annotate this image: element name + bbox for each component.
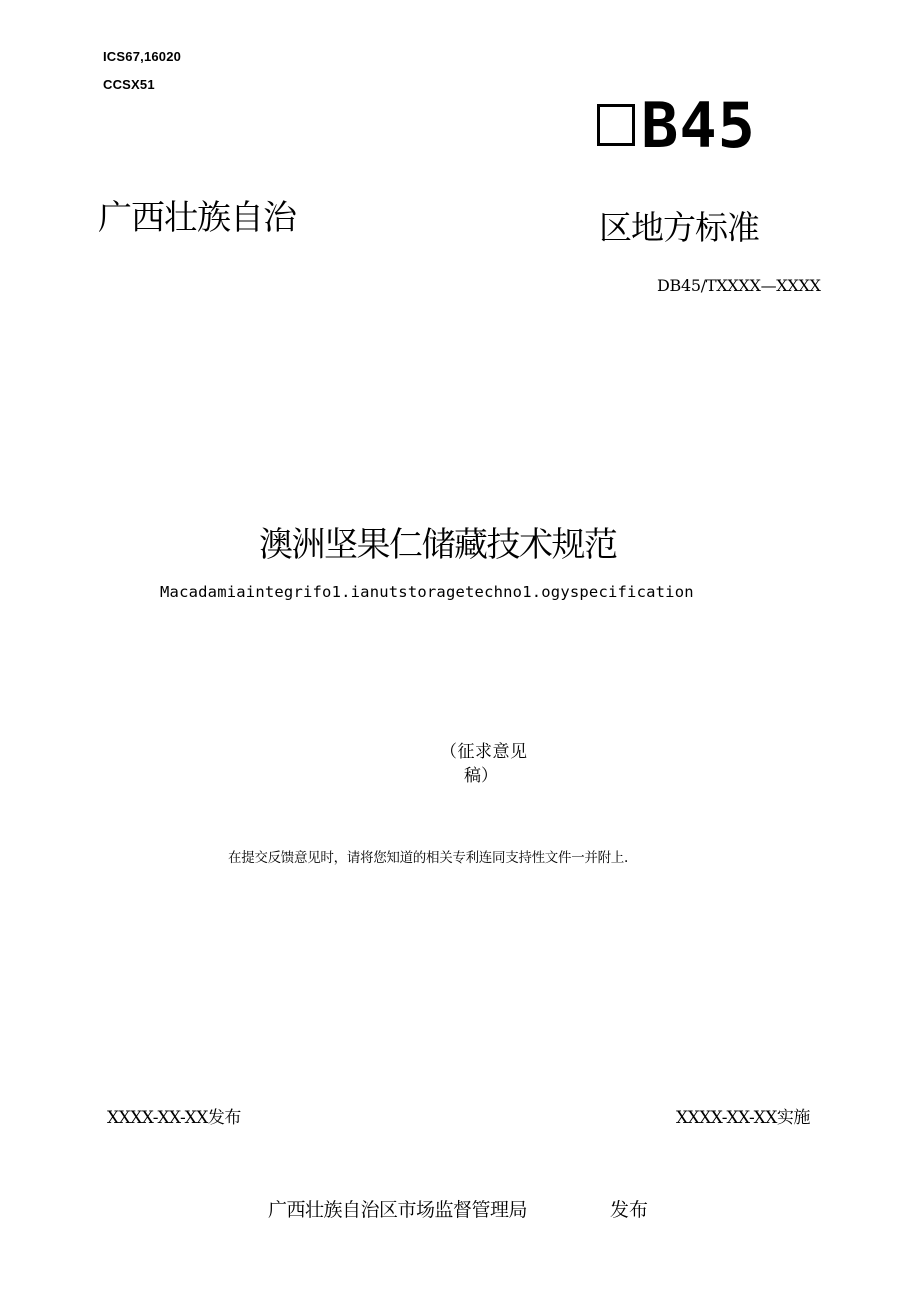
draft-status-line1: （征求意见 (440, 742, 528, 762)
authority-release-label: 发布 (610, 1199, 649, 1221)
standard-logo: B45 (641, 89, 756, 162)
issuer-title-left: 广西壮族自治 (98, 198, 296, 238)
issuer-title-right: 区地方标准 (599, 208, 759, 247)
document-title-english: Macadamiaintegrifo1.ianutstoragetechno1.ogyspecification (160, 583, 694, 601)
implementation-date: XXXX-XX-XX实施 (676, 1108, 810, 1128)
ccs-code: CCSX51 (103, 77, 155, 92)
standard-number: DB45/TXXXX—XXXX (657, 276, 821, 295)
ics-code: ICS67,16020 (103, 49, 182, 64)
patent-notice: 在提交反馈意见时，请将您知道的相关专利连同支持性文件一并附上. (228, 850, 628, 866)
issuing-authority: 广西壮族自治区市场监督管理局 (268, 1199, 528, 1221)
release-date: XXXX-XX-XX发布 (107, 1108, 241, 1128)
logo-square-icon (597, 104, 635, 146)
document-title-chinese: 澳洲坚果仁储藏技术规范 (259, 525, 617, 565)
draft-status-line2: 稿） (464, 766, 498, 786)
